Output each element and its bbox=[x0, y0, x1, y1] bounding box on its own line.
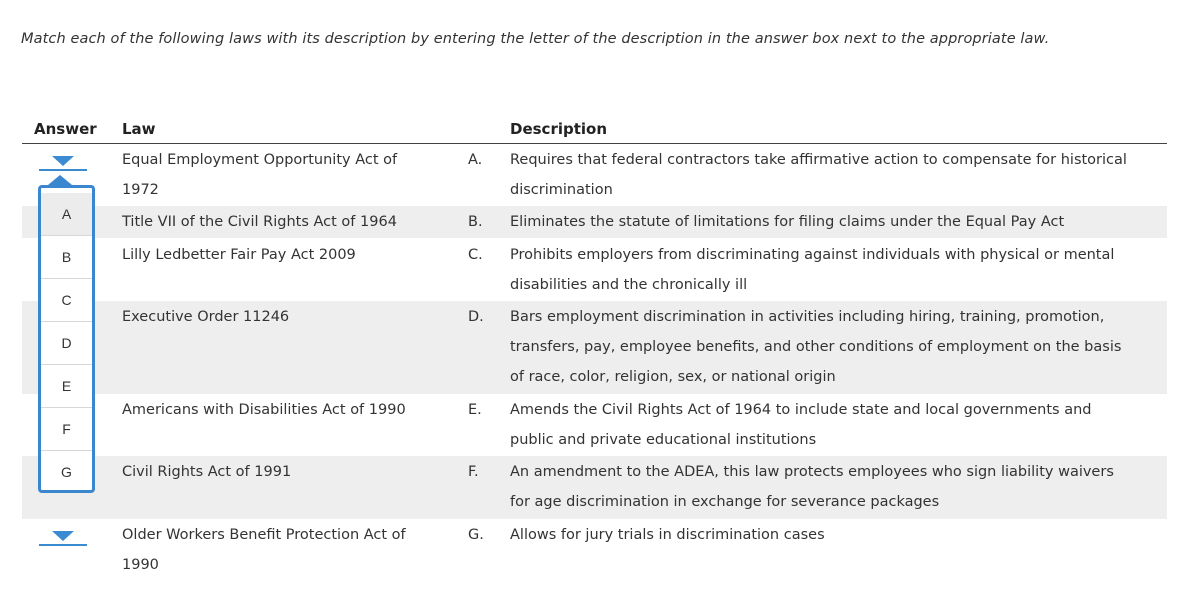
dropdown-option-b[interactable]: B bbox=[41, 236, 92, 279]
description-text: transfers, pay, employee benefits, and other conditions of employment on the basis bbox=[510, 339, 1122, 355]
law-cell: Older Workers Benefit Protection Act of bbox=[122, 527, 406, 543]
chevron-down-icon bbox=[52, 531, 74, 541]
description-text: Bars employment discrimination in activities including hiring, training, promotion, bbox=[510, 309, 1105, 325]
header-law: Law bbox=[122, 120, 156, 138]
select-underline bbox=[39, 544, 87, 546]
description-text: public and private educational institutions bbox=[510, 432, 817, 448]
law-cell: 1972 bbox=[122, 182, 159, 198]
law-cell: Equal Employment Opportunity Act of bbox=[122, 152, 398, 168]
description-text: Eliminates the statute of limitations for filing claims under the Equal Pay Act bbox=[510, 214, 1065, 230]
description-text: An amendment to the ADEA, this law protects employees who sign liability waivers bbox=[510, 464, 1114, 480]
dropdown-option-f[interactable]: F bbox=[41, 408, 92, 451]
instructions-text: Match each of the following laws with its description by entering the letter of the description in the answer box next to the appropriate law. bbox=[21, 31, 1050, 47]
table-row bbox=[22, 394, 1167, 456]
table-row bbox=[22, 206, 1167, 238]
description-letter: E. bbox=[468, 402, 482, 418]
law-cell: Title VII of the Civil Rights Act of 1964 bbox=[122, 214, 397, 230]
chevron-down-icon bbox=[52, 156, 74, 166]
law-cell: Americans with Disabilities Act of 1990 bbox=[122, 402, 406, 418]
table-row bbox=[22, 145, 1167, 206]
answer-dropdown-list[interactable] bbox=[38, 185, 95, 493]
dropdown-option-e[interactable]: E bbox=[41, 365, 92, 408]
select-underline bbox=[39, 169, 87, 171]
law-cell: Civil Rights Act of 1991 bbox=[122, 464, 292, 480]
description-letter: C. bbox=[468, 247, 483, 263]
table-row bbox=[22, 519, 1167, 581]
description-letter: G. bbox=[468, 527, 484, 543]
header-answer: Answer bbox=[34, 120, 97, 138]
dropdown-option-g[interactable]: G bbox=[61, 464, 72, 480]
description-text: Allows for jury trials in discrimination cases bbox=[510, 527, 825, 543]
law-cell: 1990 bbox=[122, 557, 159, 573]
dropdown-option-d[interactable]: D bbox=[41, 322, 92, 365]
description-text: discrimination bbox=[510, 182, 613, 198]
description-text: Prohibits employers from discriminating against individuals with physical or mental bbox=[510, 247, 1115, 263]
header-rule bbox=[22, 143, 1167, 144]
description-letter: B. bbox=[468, 214, 483, 230]
description-text: disabilities and the chronically ill bbox=[510, 277, 748, 293]
table-row bbox=[22, 239, 1167, 301]
description-letter: F. bbox=[468, 464, 479, 480]
answer-select-row-1[interactable] bbox=[39, 156, 87, 176]
table-row bbox=[22, 301, 1167, 394]
dropdown-option-c[interactable]: C bbox=[41, 279, 92, 322]
description-text: of race, color, religion, sex, or national origin bbox=[510, 369, 836, 385]
dropdown-caret-icon bbox=[48, 175, 72, 185]
description-letter: A. bbox=[468, 152, 483, 168]
table-row bbox=[22, 456, 1167, 519]
dropdown-option-a[interactable]: A bbox=[41, 193, 92, 236]
answer-select-row-7[interactable] bbox=[39, 531, 87, 551]
header-description: Description bbox=[510, 120, 608, 138]
description-text: for age discrimination in exchange for severance packages bbox=[510, 494, 940, 510]
description-text: Amends the Civil Rights Act of 1964 to include state and local governments and bbox=[510, 402, 1092, 418]
description-text: Requires that federal contractors take affirmative action to compensate for historical bbox=[510, 152, 1127, 168]
law-cell: Lilly Ledbetter Fair Pay Act 2009 bbox=[122, 247, 356, 263]
description-letter: D. bbox=[468, 309, 484, 325]
law-cell: Executive Order 11246 bbox=[122, 309, 290, 325]
